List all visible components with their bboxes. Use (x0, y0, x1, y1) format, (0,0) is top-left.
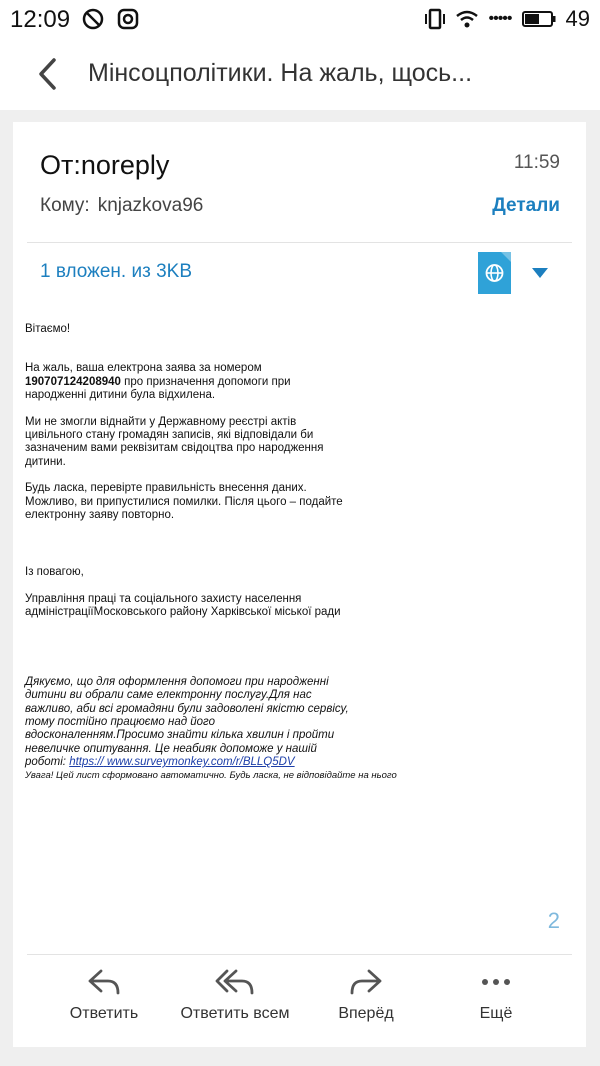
status-time: 12:09 (10, 6, 71, 33)
survey-link[interactable]: https:// www.surveymonkey.com/r/BLLQ5DV (69, 756, 295, 769)
instagram-icon (117, 8, 139, 30)
recipient: knjazkova96 (97, 195, 204, 216)
paragraph-rejection: На жаль, ваша електрона заява за номером 190707124208940 про призначення допомоги при народженні дитини була відхилена. (25, 362, 291, 402)
more-dots-icon (478, 967, 514, 997)
vibrate-icon (425, 8, 445, 30)
forward-label: Вперёд (338, 1005, 394, 1022)
greeting: Вітаємо! (25, 323, 71, 335)
battery-icon (522, 11, 556, 27)
email-body (25, 323, 397, 782)
status-right (425, 6, 591, 32)
auto-generated-notice: Увага! Цей лист сформовано автоматично. Будь ласка, не відповідайте на нього (25, 769, 397, 781)
paragraph-check: Будь ласка, перевірте правильність внесення даних. Можливо, ви припустилися помилки. Після цього – подайте електронну заяву повторно. (25, 482, 343, 522)
email-card (13, 122, 586, 1047)
action-bar (13, 967, 586, 1037)
regards: Із повагою, (25, 566, 84, 579)
more-label: Ещё (479, 1005, 513, 1022)
reply-icon (86, 967, 122, 997)
web-file-icon[interactable] (478, 252, 511, 294)
battery-level: 49 (565, 6, 590, 31)
signal-dots: ••••• (488, 10, 512, 27)
forward-icon (348, 967, 384, 997)
application-number: 190707124208940 (25, 375, 121, 388)
back-arrow-icon[interactable] (30, 54, 66, 94)
do-not-disturb-icon (82, 8, 104, 30)
forward-button[interactable] (301, 967, 431, 1023)
received-time: 11:59 (513, 152, 560, 173)
chevron-down-icon[interactable] (531, 266, 549, 280)
reply-all-label: Ответить всем (180, 1005, 290, 1022)
attachment-summary[interactable]: 1 вложен. из 3KB (40, 261, 192, 282)
app-bar (0, 40, 600, 110)
reply-all-button[interactable] (170, 967, 300, 1023)
recipient-row (40, 195, 203, 217)
reply-button[interactable] (39, 967, 169, 1023)
page-number: 2 (547, 908, 560, 933)
survey-paragraph: Дякуємо, що для оформлення допомоги при народженні дитини ви обрали саме електронну послугу.Для нас важливо, аби всі громадяни були задоволені якістю сервісу, тому постійно працюємо над його вдосконаленням.Просимо знайти кілька хвилин і пройти невеличке опитування. Це неабияк допоможе у нашій роботі: https:// www.surveymonkey.com/r/BLLQ5DV (25, 675, 349, 769)
details-link[interactable]: Детали (492, 195, 560, 216)
divider (27, 242, 572, 243)
status-bar (0, 0, 600, 40)
more-button[interactable] (431, 967, 561, 1023)
email-subject: Мінсоцполітики. На жаль, щось... (88, 59, 473, 87)
paragraph-registry: Ми не змогли віднайти у Державному реєстрі актів цивільного стану громадян записів, які відповідали би зазначеним вами реквізитам свідоцтва про народження дитини. (25, 415, 324, 468)
signature: Управління праці та соціального захисту населення адміністраціїМосковського району Харківської міської ради (25, 592, 341, 619)
to-label: Кому: (40, 195, 90, 216)
sender: От:noreply (40, 150, 170, 180)
reply-label: Ответить (69, 1005, 139, 1022)
reply-all-icon (214, 967, 256, 997)
wifi-icon (455, 9, 479, 29)
divider (27, 954, 572, 955)
